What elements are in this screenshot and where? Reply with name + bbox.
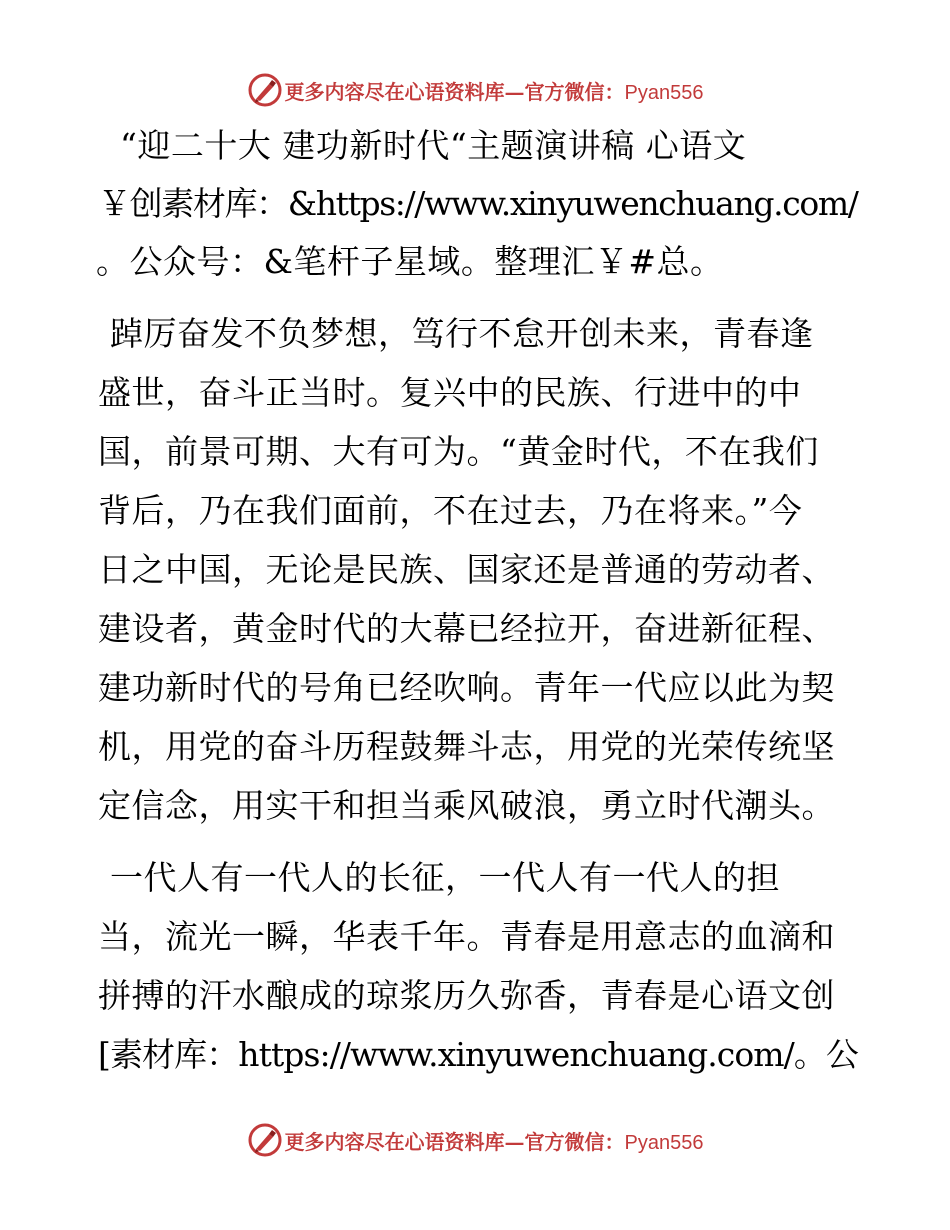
footer-watermark-banner	[0, 1118, 950, 1162]
text-line: “迎二十大 建功新时代“主题演讲稿 心语文	[120, 126, 747, 165]
text-line: ￥创素材库：&https://www.xinyuwenchuang.com/	[98, 184, 858, 223]
text-line: 盛世，奋斗正当时。复兴中的民族、行进中的中	[98, 373, 802, 412]
text-line: 日之中国，无论是民族、国家还是普通的劳动者、	[98, 550, 835, 589]
watermark-text: 更多内容尽在心语资料库—官方微信：Pyan556	[284, 1129, 704, 1154]
text-line: 踔厉奋发不负梦想，笃行不怠开创未来，青春逢	[110, 314, 814, 353]
text-line: 拼搏的汗水酿成的琼浆历久弥香，青春是心语文创	[98, 976, 835, 1015]
watermark-text: 更多内容尽在心语资料库—官方微信：Pyan556	[284, 79, 704, 104]
text-line: 定信念，用实干和担当乘风破浪，勇立时代潮头。	[98, 786, 835, 825]
text-line: [素材库：https://www.xinyuwenchuang.com/。公	[98, 1035, 859, 1074]
text-line: 建设者，黄金时代的大幕已经拉开，奋进新征程、	[98, 609, 835, 648]
text-line: 背后，乃在我们面前，不在过去，乃在将来。”今	[98, 491, 803, 530]
text-line: 机，用党的奋斗历程鼓舞斗志，用党的光荣传统坚	[98, 727, 835, 766]
pen-logo-icon	[247, 1122, 283, 1158]
text-line: 。公众号：&笔杆子星域。整理汇￥#总。	[96, 242, 724, 281]
wechat-id: Pyan556	[624, 81, 704, 104]
text-line: 国，前景可期、大有可为。“黄金时代，不在我们	[98, 432, 819, 471]
header-watermark-banner	[0, 68, 950, 112]
text-line: 建功新时代的号角已经吹响。青年一代应以此为契	[98, 668, 835, 707]
pen-logo-icon	[247, 72, 283, 108]
wechat-id: Pyan556	[624, 1131, 704, 1154]
text-line: 一代人有一代人的长征，一代人有一代人的担	[110, 858, 780, 897]
text-line: 当，流光一瞬，华表千年。青春是用意志的血滴和	[98, 917, 835, 956]
